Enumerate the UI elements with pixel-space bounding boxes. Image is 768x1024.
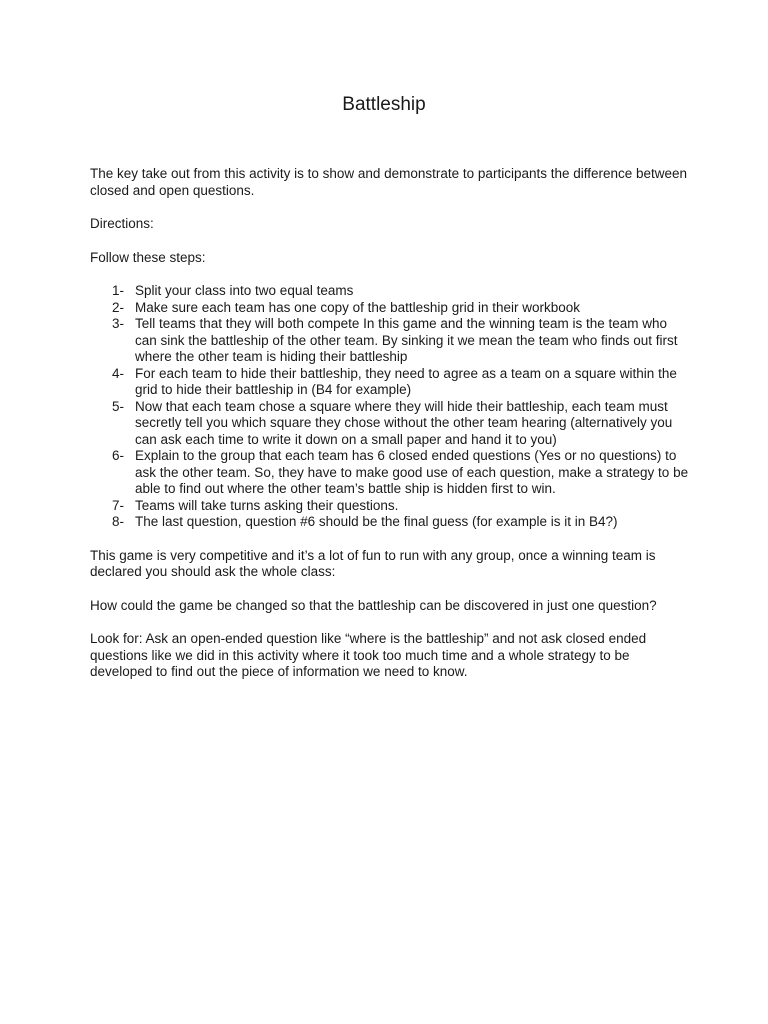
step-number: 2-	[112, 299, 125, 315]
step-item	[90, 448, 690, 498]
look-for-paragraph: Look for: Ask an open-ended question like “where is the battleship” and not ask closed ended questions like we did in this activity where it took too much time and a whole strategy to be developed to find out the piece of information we need to know.	[90, 631, 647, 679]
step-text: Explain to the group that each team has 6 closed ended questions (Yes or no questions) to ask the other team. So, they have to make good use of each question, make a strategy to be able to find out where the other team’s battle ship is hidden first to win.	[135, 448, 689, 496]
step-item	[90, 498, 690, 515]
step-item	[90, 514, 690, 531]
step-text: Split your class into two equal teams	[135, 283, 354, 298]
intro-paragraph: The key take out from this activity is to show and demonstrate to participants the difference between closed and open questions.	[90, 166, 688, 198]
step-item	[90, 283, 690, 300]
step-item	[90, 316, 690, 366]
step-number: 5-	[112, 398, 125, 414]
step-item	[90, 366, 690, 399]
step-number: 7-	[112, 497, 125, 513]
step-text: Make sure each team has one copy of the battleship grid in their workbook	[135, 299, 580, 315]
document-body	[90, 166, 690, 698]
question-paragraph: How could the game be changed so that the battleship can be discovered in just one question?	[90, 597, 657, 613]
step-number: 1-	[112, 283, 125, 298]
step-text: For each team to hide their battleship, they need to agree as a team on a square within the grid to hide their battleship in (B4 for example)	[135, 365, 677, 397]
step-text: Tell teams that they will both compete In this game and the winning team is the team who can sink the battleship of the other team. By sinking it we mean the team who finds out first where the other team is hiding their battleship	[135, 316, 678, 364]
step-number: 3-	[112, 316, 125, 331]
competitive-note-paragraph: This game is very competitive and it’s a lot of fun to run with any group, once a winning team is declared you should ask the whole class:	[90, 547, 656, 579]
step-item	[90, 399, 690, 449]
step-number: 6-	[112, 448, 125, 463]
steps-list	[90, 283, 690, 531]
step-text: Teams will take turns asking their questions.	[135, 497, 399, 513]
step-text: Now that each team chose a square where they will hide their battleship, each team must secretly tell you which square they chose without the other team hearing (alternatively you can ask each time to write it down on a small paper and hand it to you)	[135, 398, 673, 447]
page-title: Battleship	[342, 94, 426, 115]
directions-label: Directions:	[90, 216, 154, 231]
follow-steps-label: Follow these steps:	[90, 249, 206, 265]
step-number: 8-	[112, 514, 125, 529]
step-item	[90, 300, 690, 317]
step-text: The last question, question #6 should be the final guess (for example is it in B4?)	[135, 514, 618, 529]
step-number: 4-	[112, 365, 125, 381]
